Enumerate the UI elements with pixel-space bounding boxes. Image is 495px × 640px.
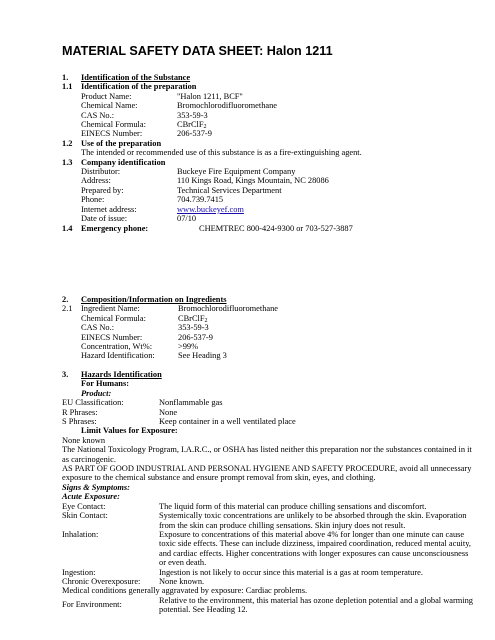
field-label: Chemical Formula: bbox=[81, 120, 146, 130]
limit-values-text: None known bbox=[62, 435, 106, 445]
indent-spacer bbox=[62, 120, 81, 129]
field-label: Ingestion: bbox=[62, 567, 96, 577]
field-label: CAS No.: bbox=[81, 323, 115, 333]
formula-subscript: 2 bbox=[204, 317, 208, 324]
company-fields bbox=[62, 167, 475, 223]
section-3 bbox=[62, 370, 475, 615]
field-label: Prepared by: bbox=[81, 185, 124, 195]
field-value: Buckeye Fire Equipment Company bbox=[177, 167, 296, 177]
emergency-phone-value: CHEMTREC 800-424-9300 or 703-527-3887 bbox=[199, 223, 353, 233]
field-value: None bbox=[159, 407, 178, 417]
field-value: CBrClF$_2$ bbox=[177, 120, 207, 131]
indent-spacer bbox=[62, 111, 81, 120]
indent-spacer bbox=[62, 351, 81, 360]
acute-exposure-heading: Acute Exposure: bbox=[62, 492, 120, 502]
section-1-heading bbox=[62, 73, 475, 82]
field-row bbox=[62, 120, 475, 129]
composition-fields bbox=[62, 304, 475, 360]
field-value: 07/10 bbox=[177, 214, 197, 224]
field-row bbox=[62, 205, 475, 214]
product-fields bbox=[62, 398, 475, 426]
section-2-heading bbox=[62, 295, 475, 304]
field-row bbox=[62, 195, 475, 204]
section-1 bbox=[62, 73, 475, 233]
field-row bbox=[62, 342, 475, 351]
field-label: Phone: bbox=[81, 195, 105, 205]
subsection-1-2-heading bbox=[62, 139, 475, 148]
website-link[interactable]: www.buckeyef.com bbox=[177, 204, 244, 214]
field-label: Skin Contact: bbox=[62, 511, 108, 521]
field-row bbox=[62, 568, 475, 577]
field-value: Exposure to concentrations of this material above 4% for longer than one minute can cause toxic side effects. These can include dizziness, impaired coordination, reduced mental acuity, and cardiac effects. Higher concentrations with longer exposures can cause unconsciousness or even death. bbox=[159, 529, 471, 568]
subsection-number: 1.4 bbox=[62, 223, 73, 233]
field-row bbox=[62, 167, 475, 176]
limit-values-heading: Limit Values for Exposure: bbox=[81, 426, 178, 436]
formula-subscript: 2 bbox=[203, 124, 207, 131]
field-row bbox=[62, 101, 475, 110]
field-label: Date of issue: bbox=[81, 214, 128, 224]
field-value: >99% bbox=[178, 342, 199, 352]
field-value: Technical Services Department bbox=[177, 185, 282, 195]
field-value: 206-537-9 bbox=[178, 332, 213, 342]
field-label: Ingredient Name: bbox=[81, 304, 140, 314]
signs-symptoms-heading: Signs & Symptoms: bbox=[62, 482, 130, 492]
field-value: "Halon 1211, BCF" bbox=[177, 91, 243, 101]
field-row bbox=[62, 351, 475, 360]
field-row bbox=[62, 186, 475, 195]
field-value: The liquid form of this material can produce chilling sensations and discomfort. bbox=[159, 501, 427, 511]
field-row bbox=[62, 502, 475, 511]
field-row bbox=[62, 323, 475, 332]
subsection-1-3-heading bbox=[62, 158, 475, 167]
field-value: Systemically toxic concentrations are unlikely to be absorbed through the skin. Evaporation from the skin can produce chilling sensations. Skin injury does not result. bbox=[159, 511, 467, 530]
field-label: Concentration, Wt%: bbox=[81, 342, 153, 352]
indent-spacer bbox=[62, 323, 81, 332]
section-title: Hazards Identification bbox=[81, 370, 162, 379]
field-row bbox=[62, 304, 475, 313]
field-label: Inhalation: bbox=[62, 529, 99, 539]
indent-spacer bbox=[62, 195, 81, 204]
for-humans-heading: For Humans: bbox=[81, 379, 130, 389]
section-3-heading bbox=[62, 370, 475, 379]
use-text: The intended or recommended use of this substance is as a fire-extinguishing agent. bbox=[81, 148, 362, 158]
indent-spacer bbox=[62, 314, 81, 323]
acute-exposure-fields bbox=[62, 502, 475, 587]
indent-spacer bbox=[62, 176, 81, 185]
field-value: 206-537-9 bbox=[177, 129, 212, 139]
field-row bbox=[62, 176, 475, 185]
field-row bbox=[62, 92, 475, 101]
field-value: 110 Kings Road, Kings Mountain, NC 28086 bbox=[177, 176, 329, 186]
field-label: Hazard Identification: bbox=[81, 351, 155, 361]
field-label: CAS No.: bbox=[81, 110, 115, 120]
subsection-1-4 bbox=[62, 224, 475, 233]
indent-spacer bbox=[62, 92, 81, 101]
field-label: Chronic Overexposure: bbox=[62, 576, 141, 586]
field-value: None known. bbox=[159, 576, 205, 586]
section-number: 2. bbox=[62, 295, 69, 304]
section-number: 3. bbox=[62, 370, 69, 379]
field-row bbox=[62, 398, 475, 407]
field-label: Product Name: bbox=[81, 91, 132, 101]
emergency-phone-label: Emergency phone: bbox=[81, 223, 149, 233]
field-value: Bromochlorodifluoromethane bbox=[178, 304, 279, 314]
subsection-number: 1.1 bbox=[62, 82, 73, 92]
field-value: 704.739.7415 bbox=[177, 195, 224, 205]
field-value: Nonflammable gas bbox=[159, 398, 223, 408]
good-practice-text: AS PART OF GOOD INDUSTRIAL AND PERSONAL HYGIENE AND SAFETY PROCEDURE, avoid all unnecessary exposure to the chemical substance and ensure prompt removal from skin, eyes, and clothing. bbox=[62, 464, 472, 483]
field-label: For Environment: bbox=[62, 600, 122, 610]
section-title: Composition/Information on Ingredients bbox=[81, 295, 227, 304]
field-label: Address: bbox=[81, 176, 111, 186]
subsection-number: 1.2 bbox=[62, 138, 73, 148]
field-value: CBrClF$_2$ bbox=[178, 313, 208, 324]
medical-conditions-text: Medical conditions generally aggravated by exposure: Cardiac problems. bbox=[62, 586, 308, 596]
field-row bbox=[62, 577, 475, 586]
subsection-number: 1.3 bbox=[62, 157, 73, 167]
field-label: Chemical Name: bbox=[81, 101, 138, 111]
field-label: Internet address: bbox=[81, 204, 137, 214]
indent-spacer bbox=[62, 333, 81, 342]
field-row bbox=[62, 333, 475, 342]
field-label: S Phrases: bbox=[62, 417, 97, 427]
field-value: Ingestion is not likely to occur since this material is a gas at room temperature. bbox=[159, 567, 423, 577]
subsection-title: Company identification bbox=[81, 157, 166, 167]
indent-spacer bbox=[62, 205, 81, 214]
field-value: 353-59-3 bbox=[177, 110, 208, 120]
field-label: R Phrases: bbox=[62, 407, 98, 417]
ntp-text: The National Toxicology Program, I.A.R.C., or OSHA has listed neither this preparation nor the substances contained in it as carcinogenic. bbox=[62, 445, 472, 464]
field-row bbox=[62, 129, 475, 138]
document-title: MATERIAL SAFETY DATA SHEET: Halon 1211 bbox=[62, 44, 333, 58]
field-row bbox=[62, 214, 475, 223]
section-number: 1. bbox=[62, 73, 69, 82]
field-label: Chemical Formula: bbox=[81, 313, 146, 323]
field-row bbox=[62, 111, 475, 120]
subsection-1-1-heading bbox=[62, 82, 475, 91]
indent-spacer bbox=[62, 186, 81, 195]
indent-spacer bbox=[62, 129, 81, 138]
field-row bbox=[62, 511, 475, 530]
field-label: EINECS Number: bbox=[81, 332, 143, 342]
indent-spacer bbox=[62, 342, 81, 351]
field-value: 353-59-3 bbox=[178, 323, 209, 333]
field-value: Keep container in a well ventilated place bbox=[159, 417, 296, 427]
field-label: Distributor: bbox=[81, 167, 121, 177]
subsection-number: 2.1 bbox=[62, 304, 73, 314]
section-2 bbox=[62, 295, 475, 361]
product-heading: Product: bbox=[81, 388, 112, 398]
field-value: Bromochlorodifluoromethane bbox=[177, 101, 278, 111]
preparation-fields bbox=[62, 92, 475, 139]
subsection-title: Use of the preparation bbox=[81, 138, 162, 148]
indent-spacer bbox=[62, 167, 81, 176]
field-label: EU Classification: bbox=[62, 398, 124, 408]
field-row bbox=[62, 530, 475, 568]
field-value: Relative to the environment, this material has ozone depletion potential and a global warming potential. See Heading 12. bbox=[159, 595, 473, 615]
indent-spacer bbox=[62, 101, 81, 110]
field-label: EINECS Number: bbox=[81, 129, 143, 139]
field-row bbox=[62, 408, 475, 417]
field-label: Eye Contact: bbox=[62, 501, 106, 511]
section-title: Identification of the Substance bbox=[81, 73, 191, 82]
field-row bbox=[62, 417, 475, 426]
indent-spacer bbox=[62, 214, 81, 223]
environment-row bbox=[62, 596, 475, 615]
subsection-title: Identification of the preparation bbox=[81, 82, 197, 92]
field-row bbox=[62, 314, 475, 323]
field-value: See Heading 3 bbox=[178, 351, 227, 361]
